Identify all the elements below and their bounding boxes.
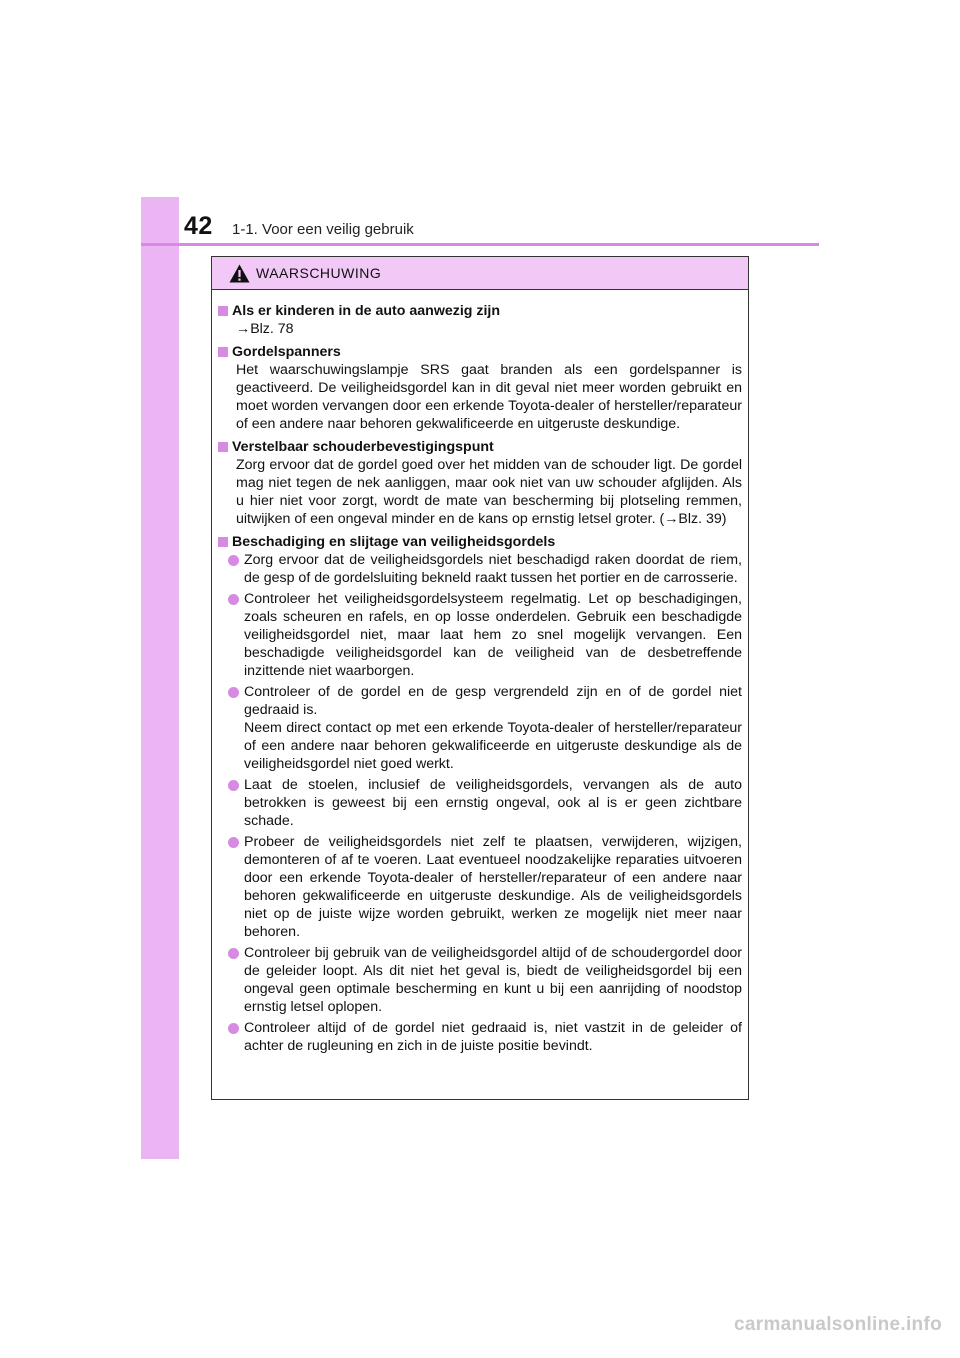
- square-bullet-icon: [218, 306, 228, 316]
- warning-item-damage: [218, 533, 742, 1055]
- bullet-text: Zorg ervoor dat de veiligheidsgordels niet beschadigd raken doordat de riem, de gesp of de gordelsluiting bekneld raakt tussen het portier en de carrosserie.: [244, 552, 742, 586]
- item-title: Als er kinderen in de auto aanwezig zijn: [232, 303, 501, 319]
- warning-title: WAARSCHUWING: [256, 265, 382, 281]
- warning-item-children: [218, 302, 742, 338]
- side-tab: [141, 197, 179, 1159]
- round-bullet-icon: [228, 837, 239, 848]
- bullet-list: [228, 551, 742, 1055]
- bullet-text: Controleer bij gebruik van de veiligheidsgordel altijd of de schoudergordel door de geleider loopt. Als dit niet het geval is, biedt de veiligheidsgordel bij een ongeval geen optimale bescherming en kunt u bij een aanrijding of noodstop ernstig letsel oplopen.: [244, 945, 742, 1015]
- warning-box: [211, 256, 749, 1100]
- bullet-text: [244, 683, 742, 773]
- page-number: 42: [184, 212, 213, 240]
- square-bullet-icon: [218, 347, 228, 357]
- list-item: [228, 590, 742, 680]
- list-item: [228, 776, 742, 830]
- square-bullet-icon: [218, 537, 228, 547]
- round-bullet-icon: [228, 555, 239, 566]
- round-bullet-icon: [228, 948, 239, 959]
- round-bullet-icon: [228, 1023, 239, 1034]
- round-bullet-icon: [228, 780, 239, 791]
- list-item: [228, 683, 742, 773]
- warning-body: [212, 290, 748, 1055]
- section-title: 1-1. Voor een veilig gebruik: [232, 221, 414, 238]
- warning-triangle-icon: [229, 264, 250, 283]
- item-title: Beschadiging en slijtage van veiligheidsgordels: [232, 534, 556, 550]
- list-item: [228, 944, 742, 1016]
- list-item: [228, 833, 742, 941]
- item-title: Gordelspanners: [232, 344, 341, 360]
- item-title: Verstelbaar schouderbevestigingspunt: [232, 439, 494, 455]
- warning-header: [212, 257, 748, 290]
- round-bullet-icon: [228, 687, 239, 698]
- bullet-text: Probeer de veiligheidsgordels niet zelf te plaatsen, verwijderen, wijzigen, demonteren of af te voeren. Laat eventueel noodzakelijke reparaties uitvoeren door een erkende Toyota-dealer of hersteller/reparateur of een andere naar behoren gekwalificeerde en uitgeruste deskundige. Als de veiligheidsgordels niet op de juiste wijze worden gebruikt, werken ze mogelijk niet meer naar behoren.: [244, 834, 742, 940]
- warning-item-pretensioners: [218, 343, 742, 433]
- bullet-paragraph: Controleer of de gordel en de gesp vergrendeld zijn en of de gordel niet gedraaid is.: [244, 684, 742, 718]
- bullet-text: Controleer het veiligheidsgordelsysteem regelmatig. Let op beschadigingen, zoals scheuren en rafels, en op losse onderdelen. Gebruik een beschadigde veiligheidsgordel niet, maar laat hem zo snel mogelijk vervangen. Een beschadigde veiligheidsgordel kan de veiligheid van de desbetreffende inzittende niet waarborgen.: [244, 591, 742, 679]
- bullet-text: Laat de stoelen, inclusief de veiligheidsgordels, vervangen als de auto betrokken is geweest bij een ernstig ongeval, ook al is er geen zichtbare schade.: [244, 777, 742, 829]
- item-text: →Blz. 78: [236, 321, 294, 337]
- bullet-text: Controleer altijd of de gordel niet gedraaid is, niet vastzit in de geleider of achter de rugleuning en zich in de juiste positie bevindt.: [244, 1020, 742, 1054]
- list-item: [228, 551, 742, 587]
- item-text: Zorg ervoor dat de gordel goed over het midden van de schouder ligt. De gordel mag niet tegen de nek aanliggen, maar ook niet van uw schouder afglijden. Als u hier niet voor zorgt, wordt de mate van bescherming bij plotseling remmen, uitwijken of een ongeval minder en de kans op ernstig letsel groter. (→Blz. 39): [236, 457, 742, 527]
- warning-item-shoulder-anchor: [218, 438, 742, 528]
- header-rule: [141, 243, 819, 246]
- item-text: Het waarschuwingslampje SRS gaat branden als een gordelspanner is geactiveerd. De veiligheidsgordel kan in dit geval niet meer worden gebruikt en moet worden vervangen door een erkende Toyota-dealer of hersteller/reparateur of een andere naar behoren gekwalificeerde en uitgeruste deskundige.: [236, 362, 742, 432]
- watermark[interactable]: carmanualsonline.info: [734, 1314, 942, 1335]
- bullet-paragraph: Neem direct contact op met een erkende Toyota-dealer of hersteller/reparateur of een andere naar behoren gekwalificeerde en uitgeruste deskundige als de veiligheidsgordel niet goed werkt.: [244, 720, 742, 772]
- list-item: [228, 1019, 742, 1055]
- round-bullet-icon: [228, 594, 239, 605]
- square-bullet-icon: [218, 442, 228, 452]
